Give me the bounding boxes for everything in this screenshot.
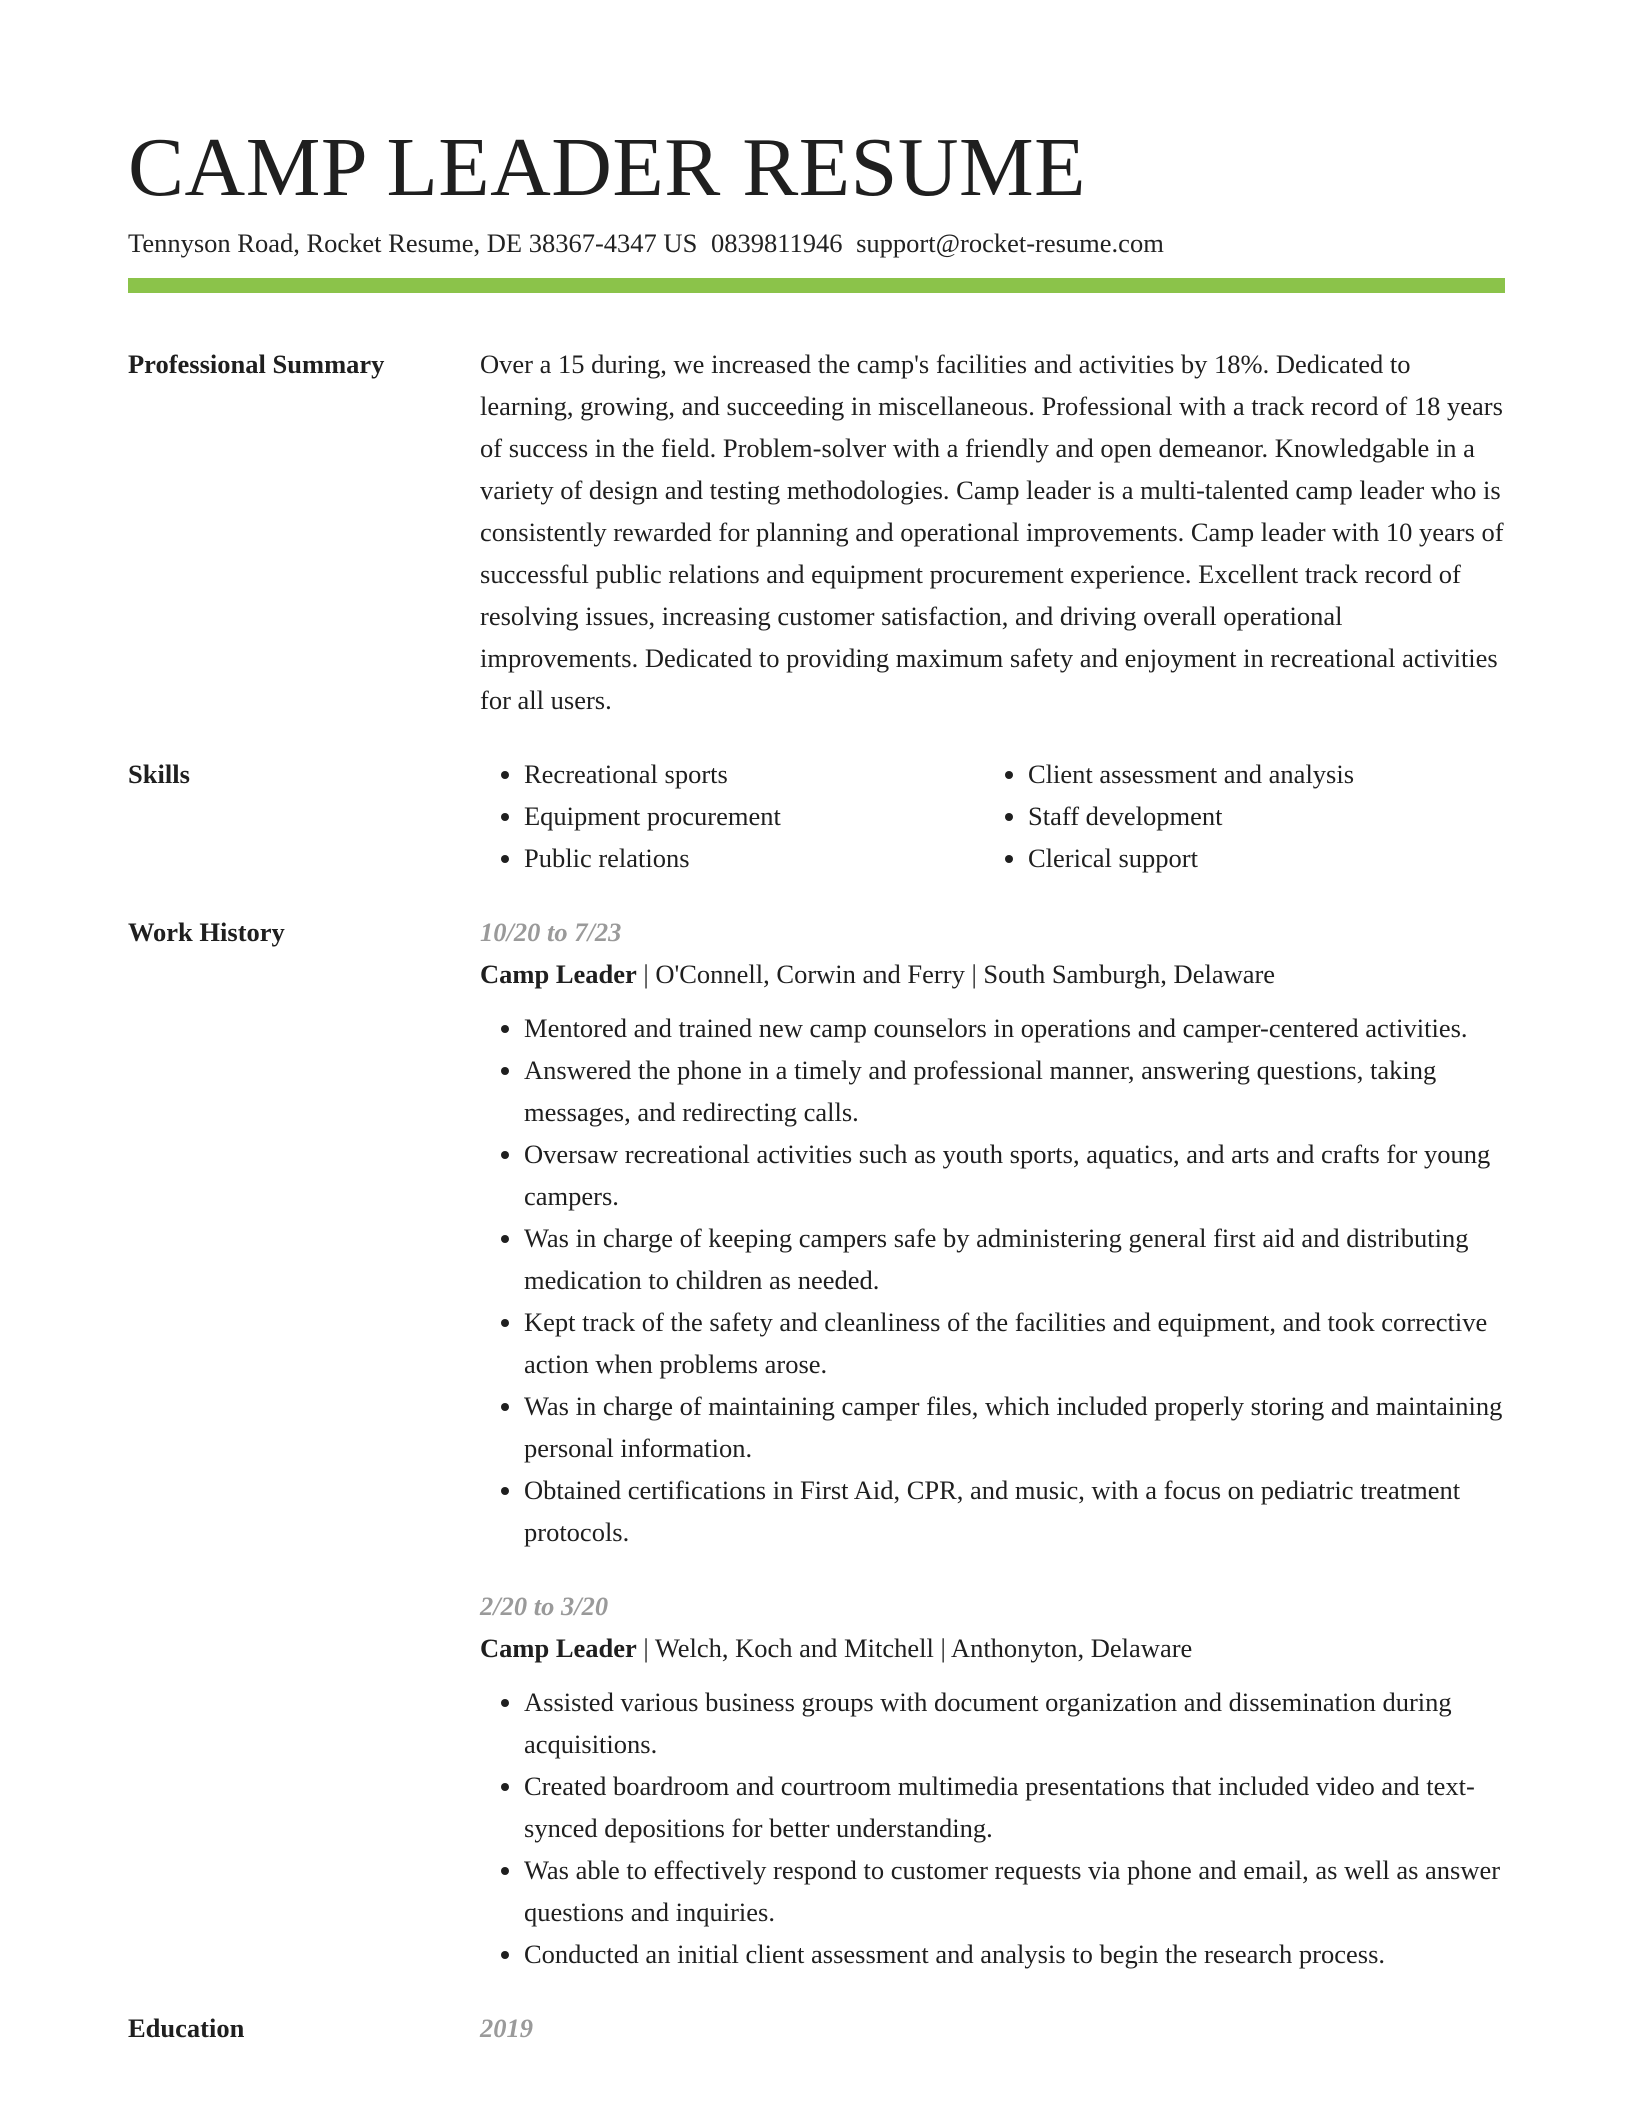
job-bullet: • Conducted an initial client assessment and analysis to begin the research process. bbox=[524, 1933, 1505, 1975]
header-divider bbox=[128, 278, 1505, 293]
job-title: Camp Leader bbox=[480, 959, 637, 989]
job-bullet: • Created boardroom and courtroom multimedia presentations that included video and text-synced depositions for better understanding. bbox=[524, 1765, 1505, 1849]
job-entry bbox=[480, 911, 1505, 1553]
skill-item: • Client assessment and analysis bbox=[1028, 753, 1488, 795]
address: Tennyson Road, Rocket Resume, DE 38367-4347 US bbox=[128, 228, 698, 258]
skills-column-2 bbox=[984, 753, 1488, 879]
work-history-section bbox=[128, 911, 1505, 1975]
summary-section bbox=[128, 343, 1505, 721]
job-bullet: • Mentored and trained new camp counselors in operations and camper-centered activities. bbox=[524, 1007, 1505, 1049]
skills-label: Skills bbox=[128, 759, 190, 789]
job-entry bbox=[480, 1585, 1505, 1975]
skills-section bbox=[128, 753, 1505, 879]
job-bullet: • Was able to effectively respond to customer requests via phone and email, as well as answer questions and inquiries. bbox=[524, 1849, 1505, 1933]
skills-column-1 bbox=[480, 753, 984, 879]
education-section bbox=[128, 2007, 1505, 2049]
job-bullet: • Assisted various business groups with document organization and dissemination during acquisitions. bbox=[524, 1681, 1505, 1765]
job-bullet: • Obtained certifications in First Aid, CPR, and music, with a focus on pediatric treatment protocols. bbox=[524, 1469, 1505, 1553]
skill-item: • Public relations bbox=[524, 837, 984, 879]
resume-title: CAMP LEADER RESUME bbox=[128, 121, 1086, 214]
contact-line bbox=[128, 226, 1505, 260]
job-bullets bbox=[480, 1007, 1505, 1553]
job-bullet: • Answered the phone in a timely and professional manner, answering questions, taking messages, and redirecting calls. bbox=[524, 1049, 1505, 1133]
job-details: | Welch, Koch and Mitchell | Anthonyton, Delaware bbox=[636, 1633, 1193, 1663]
education-label: Education bbox=[128, 2013, 245, 2043]
summary-text: Over a 15 during, we increased the camp's facilities and activities by 18%. Dedicated to learning, growing, and succeeding in miscellaneous. Professional with a track record of 18 years of success in the field. Problem-solver with a friendly and open demeanor. Knowledgable in a variety of design and testing methodologies. Camp leader is a multi-talented camp leader who is consistently rewarded for planning and operational improvements. Camp leader with 10 years of successful public relations and equipment procurement experience. Excellent track record of resolving issues, increasing customer satisfaction, and driving overall operational improvements. Dedicated to providing maximum safety and enjoyment in recreational activities for all users. bbox=[480, 349, 1504, 715]
job-bullet: • Was in charge of keeping campers safe by administering general first aid and distributing medication to children as needed. bbox=[524, 1217, 1505, 1301]
email: support@rocket-resume.com bbox=[856, 228, 1164, 258]
job-bullets bbox=[480, 1681, 1505, 1975]
job-title: Camp Leader bbox=[480, 1633, 637, 1663]
work-history-label: Work History bbox=[128, 917, 285, 947]
job-details: | O'Connell, Corwin and Ferry | South Samburgh, Delaware bbox=[636, 959, 1276, 989]
skill-item: • Clerical support bbox=[1028, 837, 1488, 879]
job-dates: 10/20 to 7/23 bbox=[480, 917, 622, 947]
skill-item: • Staff development bbox=[1028, 795, 1488, 837]
job-title-line bbox=[480, 953, 1505, 995]
job-title-line bbox=[480, 1627, 1505, 1669]
job-bullet: • Oversaw recreational activities such as youth sports, aquatics, and arts and crafts for young campers. bbox=[524, 1133, 1505, 1217]
job-bullet: • Was in charge of maintaining camper files, which included properly storing and maintaining personal information. bbox=[524, 1385, 1505, 1469]
skill-item: • Equipment procurement bbox=[524, 795, 984, 837]
skills-grid bbox=[480, 753, 1505, 879]
job-bullet: • Kept track of the safety and cleanliness of the facilities and equipment, and took corrective action when problems arose. bbox=[524, 1301, 1505, 1385]
resume-page bbox=[128, 118, 1505, 2049]
education-date: 2019 bbox=[480, 2013, 533, 2043]
summary-label: Professional Summary bbox=[128, 349, 385, 379]
skill-item: • Recreational sports bbox=[524, 753, 984, 795]
job-dates: 2/20 to 3/20 bbox=[480, 1591, 609, 1621]
phone: 0839811946 bbox=[710, 228, 843, 258]
